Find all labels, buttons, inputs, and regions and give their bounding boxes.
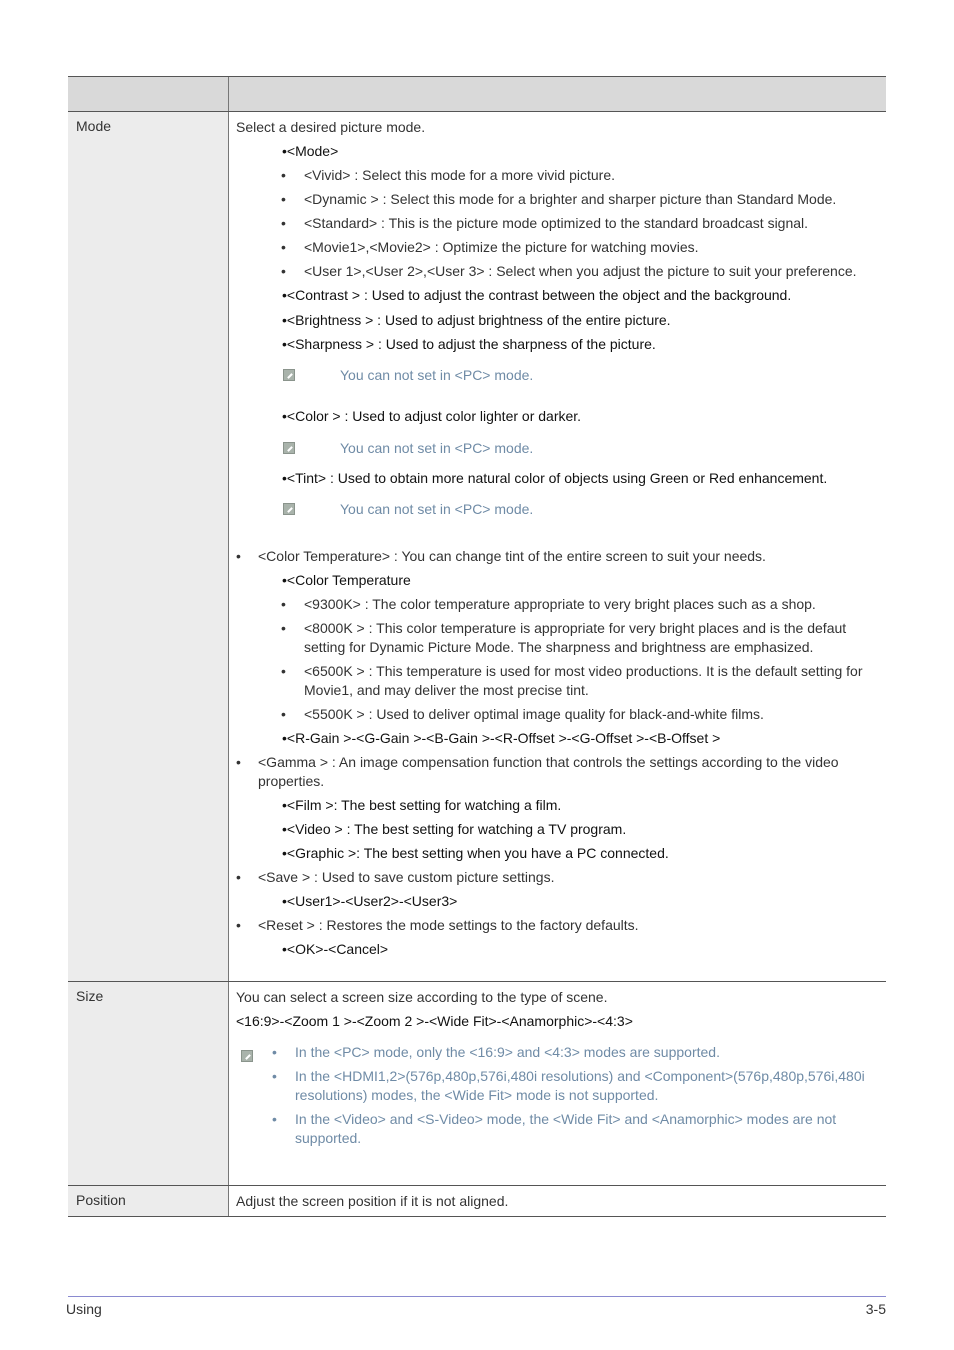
list-item: • <5500K > : Used to deliver optimal image quality for black-and-white films.: [236, 705, 878, 724]
gamma-item: • <Gamma > : An image compensation function that controls the settings according to the video properties.: [236, 753, 878, 791]
gamma-sub-item: •<Video > : The best setting for watching a TV program.: [282, 821, 627, 837]
save-sub-item: •<User1>-<User2>-<User3>: [282, 893, 458, 909]
reset-item: • <Reset > : Restores the mode settings to the factory defaults.: [236, 916, 878, 935]
color-temperature-item: • <Color Temperature> : You can change tint of the entire screen to suit your needs.: [236, 547, 878, 566]
list-item: • <Standard> : This is the picture mode optimized to the standard broadcast signal.: [236, 214, 878, 233]
note-box: [236, 1043, 878, 1148]
note-icon: [283, 369, 295, 381]
note-box: [236, 366, 878, 385]
contrast-item: •<Contrast > : Used to adjust the contrast between the object and the background.: [282, 287, 792, 303]
note-icon: [283, 442, 295, 454]
list-item: • <Movie1>,<Movie2> : Optimize the picture for watching movies.: [236, 238, 878, 257]
size-intro: You can select a screen size according to the type of scene.: [236, 989, 608, 1005]
position-text: Adjust the screen position if it is not aligned.: [236, 1193, 509, 1209]
row-content-size: [229, 982, 886, 1185]
sharpness-item: •<Sharpness > : Used to adjust the sharpness of the picture.: [282, 336, 656, 352]
footer-section-title: Using: [66, 1301, 102, 1317]
save-item: • <Save > : Used to save custom picture settings.: [236, 868, 878, 887]
note-list-item: • In the <Video> and <S-Video> mode, the <Wide Fit> and <Anamorphic> modes are not supported.: [236, 1110, 878, 1148]
note-icon: [283, 503, 295, 515]
color-item: •<Color > : Used to adjust color lighter or darker.: [282, 408, 582, 424]
table-header-row: [68, 77, 886, 112]
gain-offset-item: •<R-Gain >-<G-Gain >-<B-Gain >-<R-Offset >-<G-Offset >-<B-Offset >: [282, 730, 721, 746]
list-item: • <Dynamic > : Select this mode for a brighter and sharper picture than Standard Mode.: [236, 190, 878, 209]
footer-divider: [68, 1296, 886, 1297]
mode-heading: •<Mode>: [282, 143, 339, 159]
list-item: • <9300K> : The color temperature appropriate to very bright places such as a shop.: [236, 595, 878, 614]
brightness-item: •<Brightness > : Used to adjust brightness of the entire picture.: [282, 312, 671, 328]
list-item: • <User 1>,<User 2>,<User 3> : Select when you adjust the picture to suit your preference.: [236, 262, 878, 281]
table-row-mode: [68, 112, 886, 982]
row-content-mode: [229, 112, 886, 981]
color-temperature-heading: •<Color Temperature: [282, 572, 411, 588]
size-options: <16:9>-<Zoom 1 >-<Zoom 2 >-<Wide Fit>-<Anamorphic>-<4:3>: [236, 1013, 633, 1029]
gamma-sub-item: •<Graphic >: The best setting when you have a PC connected.: [282, 845, 669, 861]
note-list-item: • In the <PC> mode, only the <16:9> and <4:3> modes are supported.: [236, 1043, 878, 1062]
row-label-mode: Mode: [68, 112, 229, 981]
tint-item: •<Tint> : Used to obtain more natural color of objects using Green or Red enhancement.: [282, 470, 828, 486]
header-cell-menu: [68, 77, 229, 111]
note-box: [236, 500, 878, 519]
mode-intro: Select a desired picture mode.: [236, 119, 426, 135]
table-row-position: [68, 1186, 886, 1217]
note-text: You can not set in <PC> mode.: [340, 440, 534, 456]
row-content-position: [229, 1186, 886, 1216]
list-item: • <6500K > : This temperature is used for most video productions. It is the default setting for Movie1, and may deliver the most precise tint.: [236, 662, 878, 700]
header-cell-description: [229, 77, 886, 111]
settings-table: [68, 76, 886, 1217]
reset-sub-item: •<OK>-<Cancel>: [282, 941, 389, 957]
table-row-size: [68, 982, 886, 1186]
list-item: • <Vivid> : Select this mode for a more vivid picture.: [236, 166, 878, 185]
gamma-sub-item: •<Film >: The best setting for watching a film.: [282, 797, 562, 813]
row-label-position: Position: [68, 1186, 229, 1216]
page-number: 3-5: [865, 1301, 886, 1317]
note-list-item: • In the <HDMI1,2>(576p,480p,576i,480i resolutions) and <Component>(576p,480p,576i,480i resolutions) modes, the <Wide Fit> mode is not supported.: [236, 1067, 878, 1105]
note-text: You can not set in <PC> mode.: [340, 501, 534, 517]
note-box: [236, 439, 878, 458]
note-text: You can not set in <PC> mode.: [340, 367, 534, 383]
list-item: • <8000K > : This color temperature is appropriate for very bright places and is the defaut setting for Dynamic Picture Mode. The sharpness and brightness are emphasized.: [236, 619, 878, 657]
row-label-size: Size: [68, 982, 229, 1185]
